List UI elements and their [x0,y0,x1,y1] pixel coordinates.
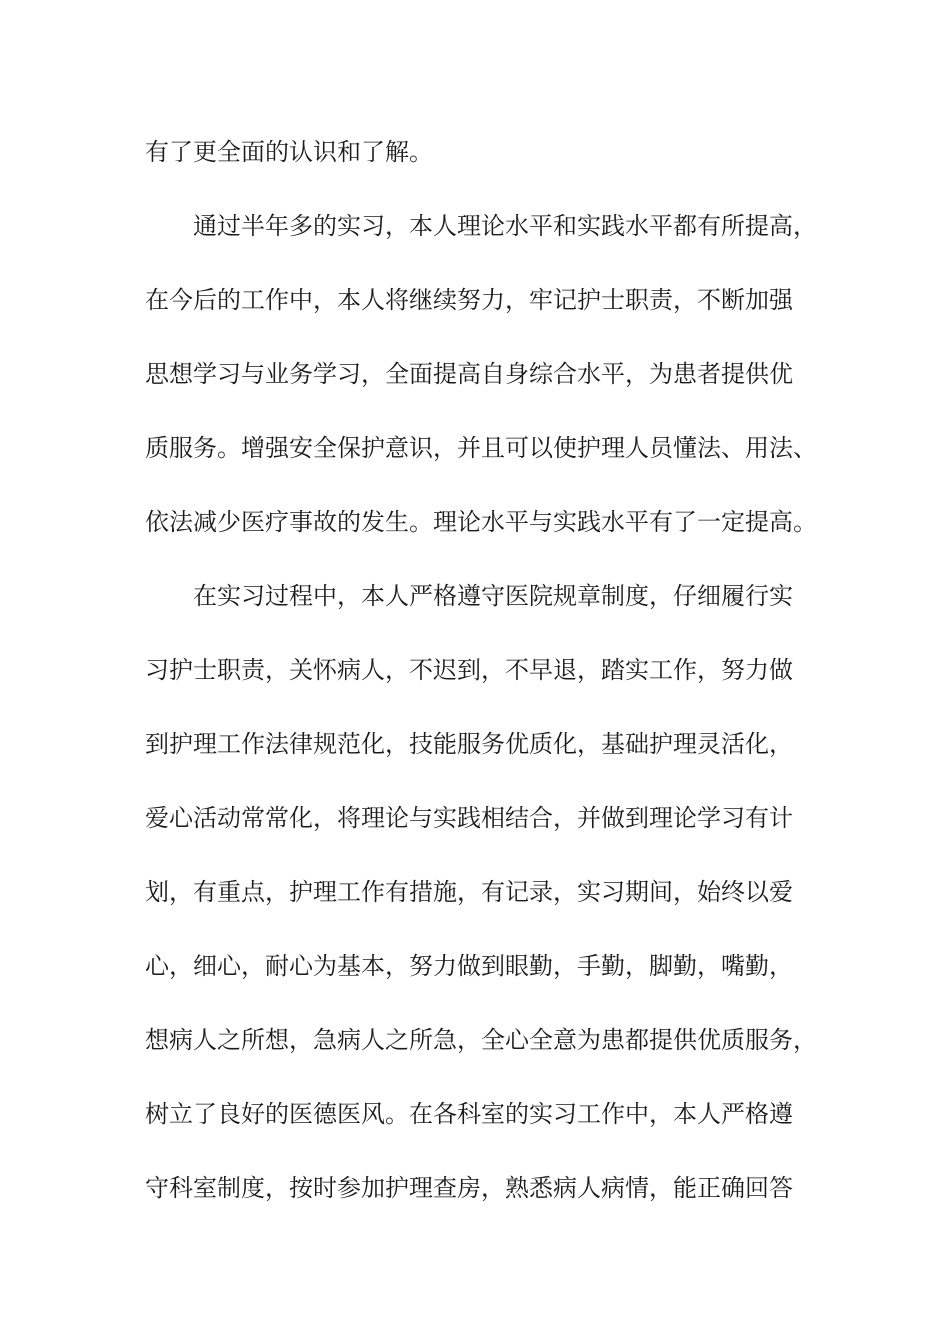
text-line-1: 有了更全面的认识和了解。 [145,138,433,166]
text-line-11: 划，有重点，护理工作有措施，有记录，实习期间，始终以爱 [145,878,793,906]
text-line-5: 质服务。增强安全保护意识，并且可以使护理人员懂法、用法、 [145,434,817,462]
text-line-3: 在今后的工作中，本人将继续努力，牢记护士职责，不断加强 [145,286,793,314]
text-line-4: 思想学习与业务学习，全面提高自身综合水平，为患者提供优 [145,360,793,388]
text-line-7: 在实习过程中，本人严格遵守医院规章制度，仔细履行实 [193,582,793,610]
text-line-14: 树立了良好的医德医风。在各科室的实习工作中，本人严格遵 [145,1100,793,1128]
text-line-6: 依法减少医疗事故的发生。理论水平与实践水平有了一定提高。 [145,508,817,536]
text-line-12: 心，细心，耐心为基本，努力做到眼勤，手勤，脚勤，嘴勤， [145,952,793,980]
text-line-9: 到护理工作法律规范化，技能服务优质化，基础护理灵活化， [145,730,793,758]
text-line-13: 想病人之所想，急病人之所急，全心全意为患都提供优质服务， [145,1026,817,1054]
text-line-2: 通过半年多的实习，本人理论水平和实践水平都有所提高， [193,212,817,240]
text-line-8: 习护士职责，关怀病人，不迟到，不早退，踏实工作，努力做 [145,656,793,684]
text-line-10: 爱心活动常常化，将理论与实践相结合，并做到理论学习有计 [145,804,793,832]
text-line-15: 守科室制度，按时参加护理查房，熟悉病人病情，能正确回答 [145,1174,793,1202]
